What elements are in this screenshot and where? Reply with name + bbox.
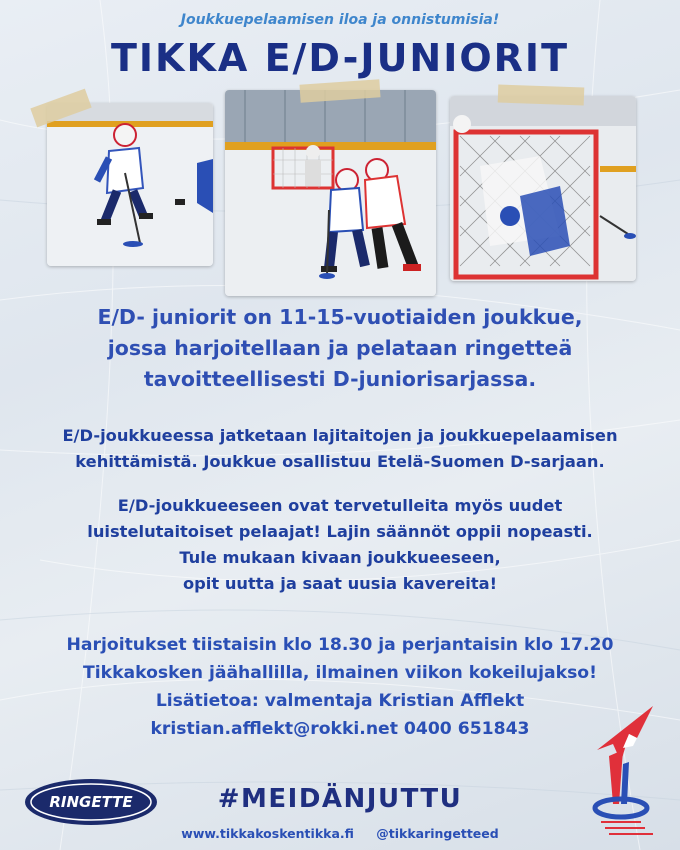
instagram-handle[interactable]: @tikkaringetteed [376, 826, 499, 841]
paragraph-line: E/D-joukkueeseen ovat tervetulleita myös uudet [117, 496, 563, 515]
photo-goalie [450, 96, 636, 281]
ringette-logo-text: RINGETTE [49, 793, 133, 811]
tagline: Joukkuepelaamisen iloa ja onnistumisia! [180, 12, 500, 28]
club-logo [583, 704, 665, 840]
intro-line: E/D- juniorit on 11-15-vuotiaiden joukkue, [97, 305, 583, 329]
tape-decoration [498, 85, 585, 106]
page-title: TIKKA E/D-JUNIORIT [110, 36, 569, 80]
paragraph-line: opit uutta ja saat uusia kavereita! [182, 574, 498, 593]
contact-coach: Lisätietoa: valmentaja Kristian Afflekt [155, 691, 525, 711]
paragraph-team [0, 423, 680, 475]
photo-player-skating [47, 103, 213, 266]
hashtag: #MEIDÄNJUTTU [217, 784, 463, 814]
website-link[interactable]: www.tikkakoskentikka.fi [181, 826, 354, 841]
paragraph-line: Tule mukaan kivaan joukkueeseen, [179, 548, 501, 567]
practice-schedule: Harjoitukset tiistaisin klo 18.30 ja perjantaisin klo 17.20 [66, 635, 614, 655]
practice-location: Tikkakosken jäähallilla, ilmainen viikon kokeilujakso! [83, 663, 597, 683]
intro-line: jossa harjoitellaan ja pelataan ringetteä [107, 336, 573, 360]
paragraph-line: kehittämistä. Joukkue osallistuu Etelä-Suomen D-sarjaan. [75, 452, 605, 471]
paragraph-line: E/D-joukkueessa jatketaan lajitaitojen ja joukkuepelaamisen [62, 426, 618, 445]
practice-info [0, 631, 680, 743]
photo-faceoff [225, 90, 436, 296]
footer-links [0, 826, 680, 841]
contact-email-phone[interactable]: kristian.afflekt@rokki.net 0400 651843 [150, 719, 530, 739]
intro-line: tavoitteellisesti D-juniorisarjassa. [143, 367, 537, 391]
paragraph-welcome [0, 493, 680, 597]
intro-text [0, 302, 680, 395]
paragraph-line: luistelutaitoiset pelaajat! Lajin säännöt oppii nopeasti. [87, 522, 593, 541]
